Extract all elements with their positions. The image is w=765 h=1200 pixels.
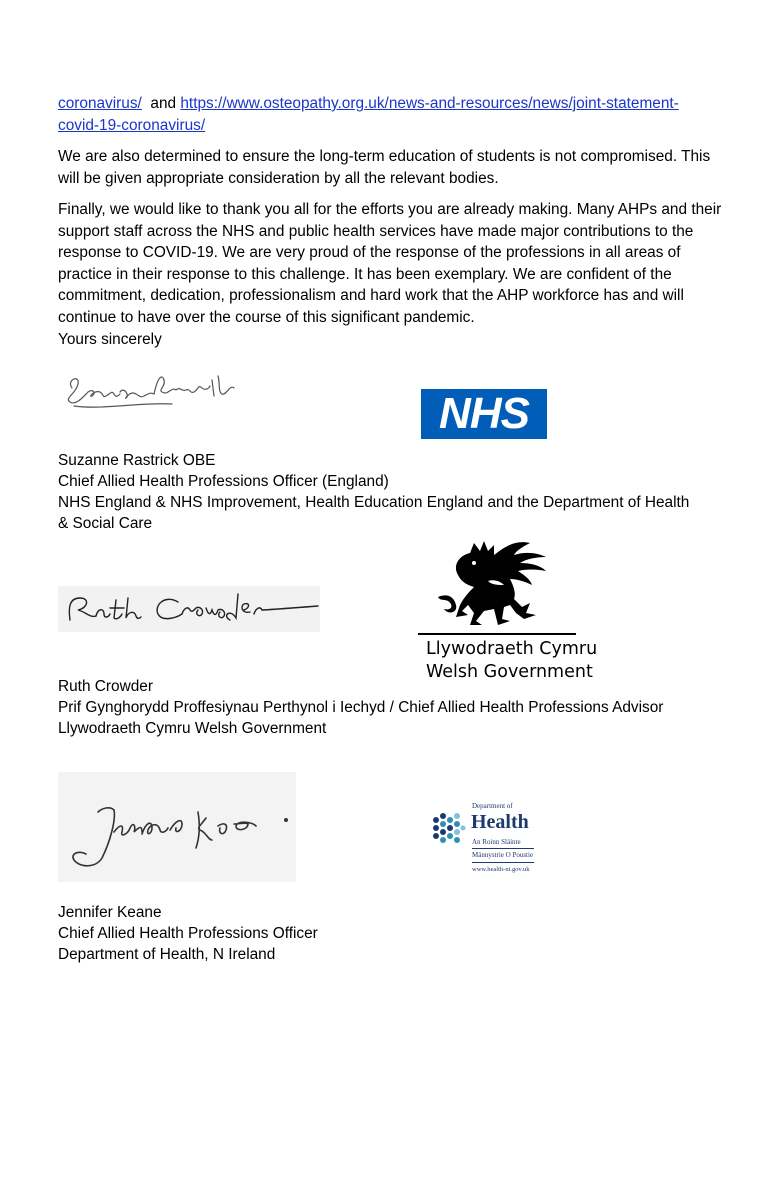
logo-divider <box>418 633 576 635</box>
doh-divider-2 <box>472 862 534 863</box>
osteopathy-link-line2[interactable]: covid-19-coronavirus/ <box>58 116 206 134</box>
nhs-logo-text: NHS <box>439 389 529 438</box>
coronavirus-link[interactable]: coronavirus/ <box>58 95 142 112</box>
welsh-logo-line1: Llywodraeth Cymru <box>426 639 598 659</box>
links-connector: and <box>150 95 177 112</box>
welsh-dragon-icon <box>418 535 578 635</box>
signatory-block-2 <box>58 676 663 739</box>
doh-logo-title: Health <box>471 811 529 833</box>
signatory-organisation-cont: & Social Care <box>58 515 153 532</box>
signatory-name: Ruth Crowder <box>58 678 153 695</box>
signature-ruth-crowder <box>58 586 320 632</box>
signatory-organisation: NHS England & NHS Improvement, Health Education England and the Department of Health <box>58 494 690 511</box>
signatory-organisation: Department of Health, N Ireland <box>58 946 276 963</box>
signatory-organisation: Llywodraeth Cymru Welsh Government <box>58 720 327 737</box>
reference-links <box>58 93 728 136</box>
doh-logo-irish: An Roinn Sláinte <box>472 838 521 846</box>
signatory-block-3 <box>58 902 318 965</box>
signature-jennifer-keane <box>58 772 296 882</box>
education-paragraph: We are also determined to ensure the long-term education of students is not compromised. This will be given appropriate consideration by all the relevant bodies. <box>58 148 711 187</box>
hexagon-cluster-icon <box>430 810 466 846</box>
signatory-block-1 <box>58 450 689 534</box>
signatory-name: Suzanne Rastrick OBE <box>58 452 216 469</box>
doh-logo-small: Department of <box>472 802 513 810</box>
osteopathy-link-line1[interactable]: https://www.osteopathy.org.uk/news-and-resources/news/joint-statement- <box>180 95 679 112</box>
signature-suzanne-rastrick <box>62 366 252 418</box>
thanks-paragraph: Finally, we would like to thank you all for the efforts you are already making. Many AHPs and their support staff across the NHS and public health services have made major contributions to the response to COVID-19. We are very proud of the response of the professions in all areas of practice in their response to this challenge. It has been exemplary. We are confident of the commitment, dedication, professionalism and hard work that the AHP workforce has and will continue to have over the course of this significant pandemic. <box>58 201 722 326</box>
signatory-title: Chief Allied Health Professions Officer (England) <box>58 473 389 490</box>
doh-logo-web: www.health-ni.gov.uk <box>472 866 530 873</box>
nhs-logo <box>421 389 547 439</box>
signatory-title: Chief Allied Health Professions Officer <box>58 925 318 942</box>
welsh-logo-line2: Welsh Government <box>426 662 593 682</box>
doh-divider-1 <box>472 848 534 849</box>
closing-line: Yours sincerely <box>58 331 162 348</box>
signatory-title: Prif Gynghorydd Proffesiynau Perthynol i Iechyd / Chief Allied Health Professions Advisor <box>58 699 664 716</box>
department-of-health-logo <box>428 800 538 882</box>
signatory-name: Jennifer Keane <box>58 904 162 921</box>
doh-logo-ulster: Männystrie O Poustie <box>472 851 534 859</box>
